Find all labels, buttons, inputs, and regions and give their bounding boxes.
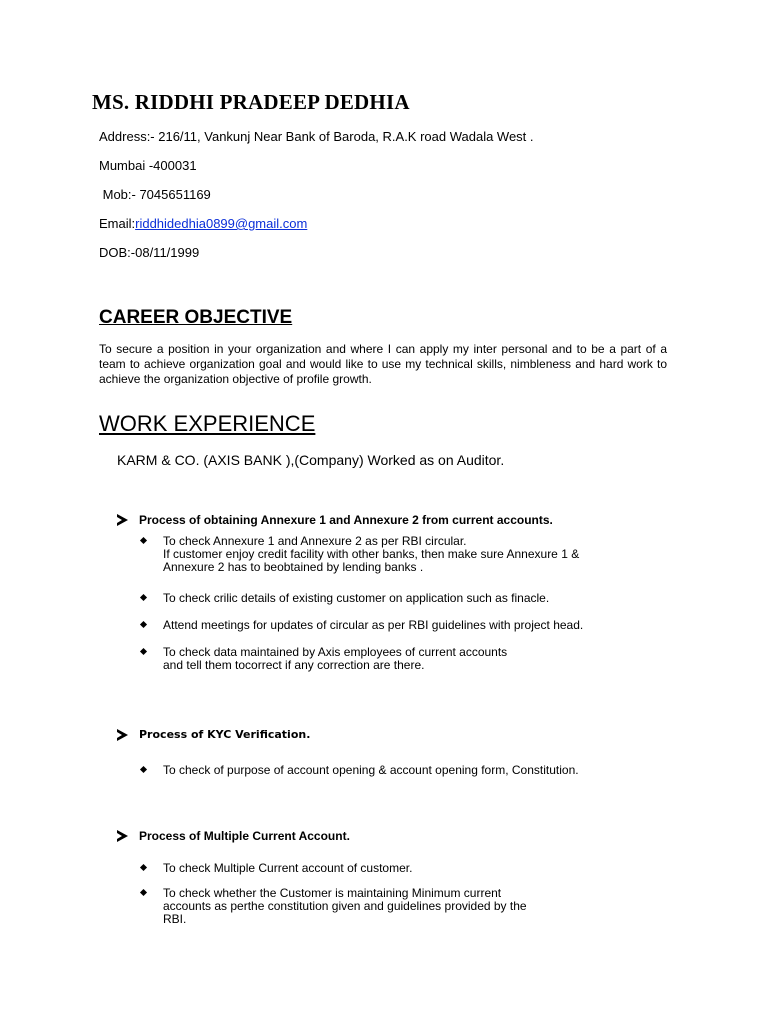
process-title-text: Process of Multiple Current Account. [139, 829, 350, 843]
candidate-name: MS. RIDDHI PRADEEP DEDHIA [92, 90, 410, 114]
email-link[interactable]: riddhidedhia0899@gmail.com [135, 216, 308, 231]
list-item-text: To check whether the Customer is maintaining Minimum current accounts as perthe constitution given and guidelines provided by the RBI. [163, 886, 527, 926]
process-multiple-current-title [117, 829, 350, 843]
city-line: Mumbai -400031 [99, 158, 197, 173]
address-line: Address:- 216/11, Vankunj Near Bank of Baroda, R.A.K road Wadala West . [99, 129, 534, 144]
email-line [99, 216, 307, 231]
list-item-text: To check Annexure 1 and Annexure 2 as per RBI circular. If customer enjoy credit facility with other banks, then make sure Annexure 1 & Annexure 2 has to beobtained by lending banks . [163, 534, 580, 574]
arrow-bullet-icon [117, 830, 128, 842]
diamond-bullet-icon [140, 889, 147, 896]
diamond-bullet-icon [140, 864, 147, 871]
work-experience-heading: WORK EXPERIENCE [99, 411, 316, 436]
dob-line: DOB:-08/11/1999 [99, 245, 200, 260]
list-item-text: Attend meetings for updates of circular as per RBI guidelines with project head. [163, 618, 584, 632]
email-label: Email: [99, 216, 136, 231]
arrow-bullet-icon [117, 729, 128, 741]
list-item-text: To check of purpose of account opening & account opening form, Constitution. [163, 763, 579, 777]
list-item-text: To check Multiple Current account of customer. [163, 861, 413, 875]
process-title-text: Process of KYC Verification. [139, 728, 311, 741]
diamond-bullet-icon [140, 648, 147, 655]
company-line: KARM & CO. (AXIS BANK ),(Company) Worked as on Auditor. [117, 452, 505, 468]
career-objective-text: To secure a position in your organization and where I can apply my inter personal and to be a part of a team to achieve organization goal and would like to use my technical skills, nimbleness and hard work to achieve the organization objective of profile growth. [99, 342, 667, 386]
process-title-text: Process of obtaining Annexure 1 and Annexure 2 from current accounts. [139, 513, 553, 527]
arrow-bullet-icon [117, 514, 128, 526]
process-annexure-title [117, 513, 553, 527]
diamond-bullet-icon [140, 621, 147, 628]
mobile-line: Mob:- 7045651169 [99, 187, 211, 202]
process-kyc-title [117, 728, 310, 741]
diamond-bullet-icon [140, 766, 147, 773]
list-item-text: To check data maintained by Axis employees of current accounts and tell them tocorrect if any correction are there. [163, 645, 508, 672]
list-item-text: To check crilic details of existing customer on application such as finacle. [163, 591, 550, 605]
diamond-bullet-icon [140, 594, 147, 601]
career-objective-heading: CAREER OBJECTIVE [99, 307, 293, 328]
diamond-bullet-icon [140, 537, 147, 544]
